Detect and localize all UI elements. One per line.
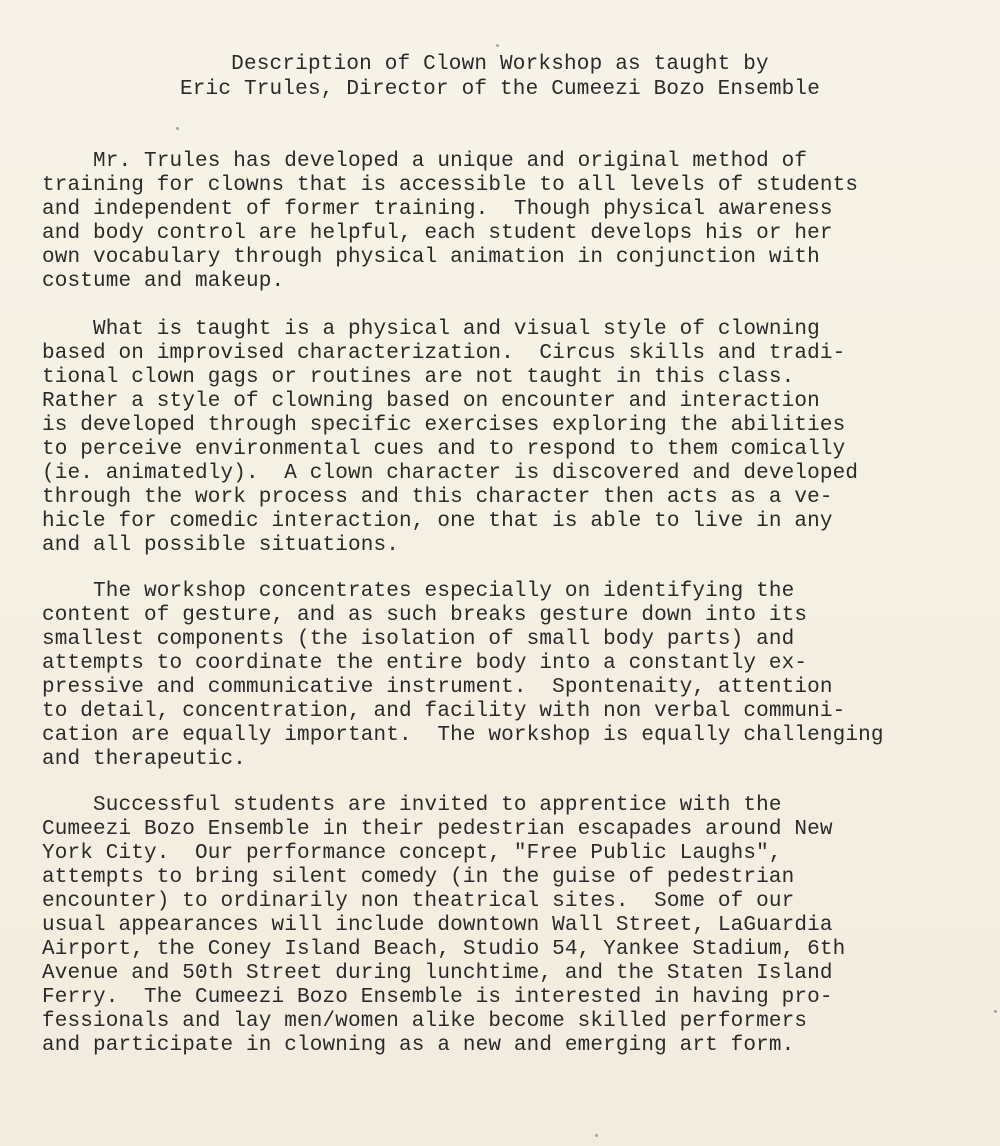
text-line: smallest components (the isolation of small body parts) and [42, 628, 795, 651]
paragraph-gesture [42, 580, 884, 772]
paragraph-method [42, 150, 858, 294]
text-line: Successful students are invited to apprentice with the [42, 794, 782, 817]
text-line: The workshop concentrates especially on identifying the [42, 580, 795, 603]
text-line: based on improvised characterization. Circus skills and tradi- [42, 342, 846, 365]
text-line: to perceive environmental cues and to respond to them comically [42, 438, 846, 461]
paper-speck [994, 1010, 997, 1013]
text-line: encounter) to ordinarily non theatrical sites. Some of our [42, 890, 795, 913]
text-line: Ferry. The Cumeezi Bozo Ensemble is interested in having pro- [42, 986, 833, 1009]
text-line: and participate in clowning as a new and emerging art form. [42, 1034, 795, 1057]
paragraph-apprentice [42, 794, 845, 1058]
text-line: pressive and communicative instrument. Spontenaity, attention [42, 676, 833, 699]
text-line: Airport, the Coney Island Beach, Studio 54, Yankee Stadium, 6th [42, 938, 846, 961]
text-line: own vocabulary through physical animation in conjunction with [42, 246, 820, 269]
text-line: and body control are helpful, each student develops his or her [42, 222, 833, 245]
text-line: and independent of former training. Though physical awareness [42, 198, 833, 221]
text-line: fessionals and lay men/women alike become skilled performers [42, 1010, 808, 1033]
text-line: Mr. Trules has developed a unique and original method of [42, 150, 808, 173]
text-line: Avenue and 50th Street during lunchtime, and the Staten Island [42, 962, 833, 985]
text-line: attempts to bring silent comedy (in the guise of pedestrian [42, 866, 795, 889]
paper-speck [595, 1134, 598, 1137]
text-line: attempts to coordinate the entire body into a constantly ex- [42, 652, 808, 675]
text-line: training for clowns that is accessible to all levels of students [42, 174, 859, 197]
text-line: costume and makeup. [42, 270, 285, 293]
text-line: (ie. animatedly). A clown character is discovered and developed [42, 462, 859, 485]
heading-line-2: Eric Trules, Director of the Cumeezi Bozo Ensemble [179, 78, 821, 101]
text-line: to detail, concentration, and facility with non verbal communi- [42, 700, 846, 723]
text-line: usual appearances will include downtown Wall Street, LaGuardia [42, 914, 833, 937]
text-line: York City. Our performance concept, "Free Public Laughs", [42, 842, 782, 865]
text-line: is developed through specific exercises exploring the abilities [42, 414, 846, 437]
paper-speck [176, 127, 179, 130]
text-line: hicle for comedic interaction, one that is able to live in any [42, 510, 833, 533]
paragraph-style [42, 318, 858, 558]
text-line: tional clown gags or routines are not taught in this class. [42, 366, 795, 389]
paper-speck [496, 44, 499, 47]
text-line: content of gesture, and as such breaks gesture down into its [42, 604, 808, 627]
text-line: Rather a style of clowning based on encounter and interaction [42, 390, 820, 413]
text-line: What is taught is a physical and visual style of clowning [42, 318, 820, 341]
text-line: and all possible situations. [42, 534, 400, 557]
text-line: Cumeezi Bozo Ensemble in their pedestrian escapades around New [42, 818, 833, 841]
text-line: cation are equally important. The workshop is equally challenging [42, 724, 884, 747]
text-line: and therapeutic. [42, 748, 247, 771]
document-heading [0, 52, 1000, 102]
text-line: through the work process and this character then acts as a ve- [42, 486, 833, 509]
heading-line-1: Description of Clown Workshop as taught by [231, 53, 769, 76]
